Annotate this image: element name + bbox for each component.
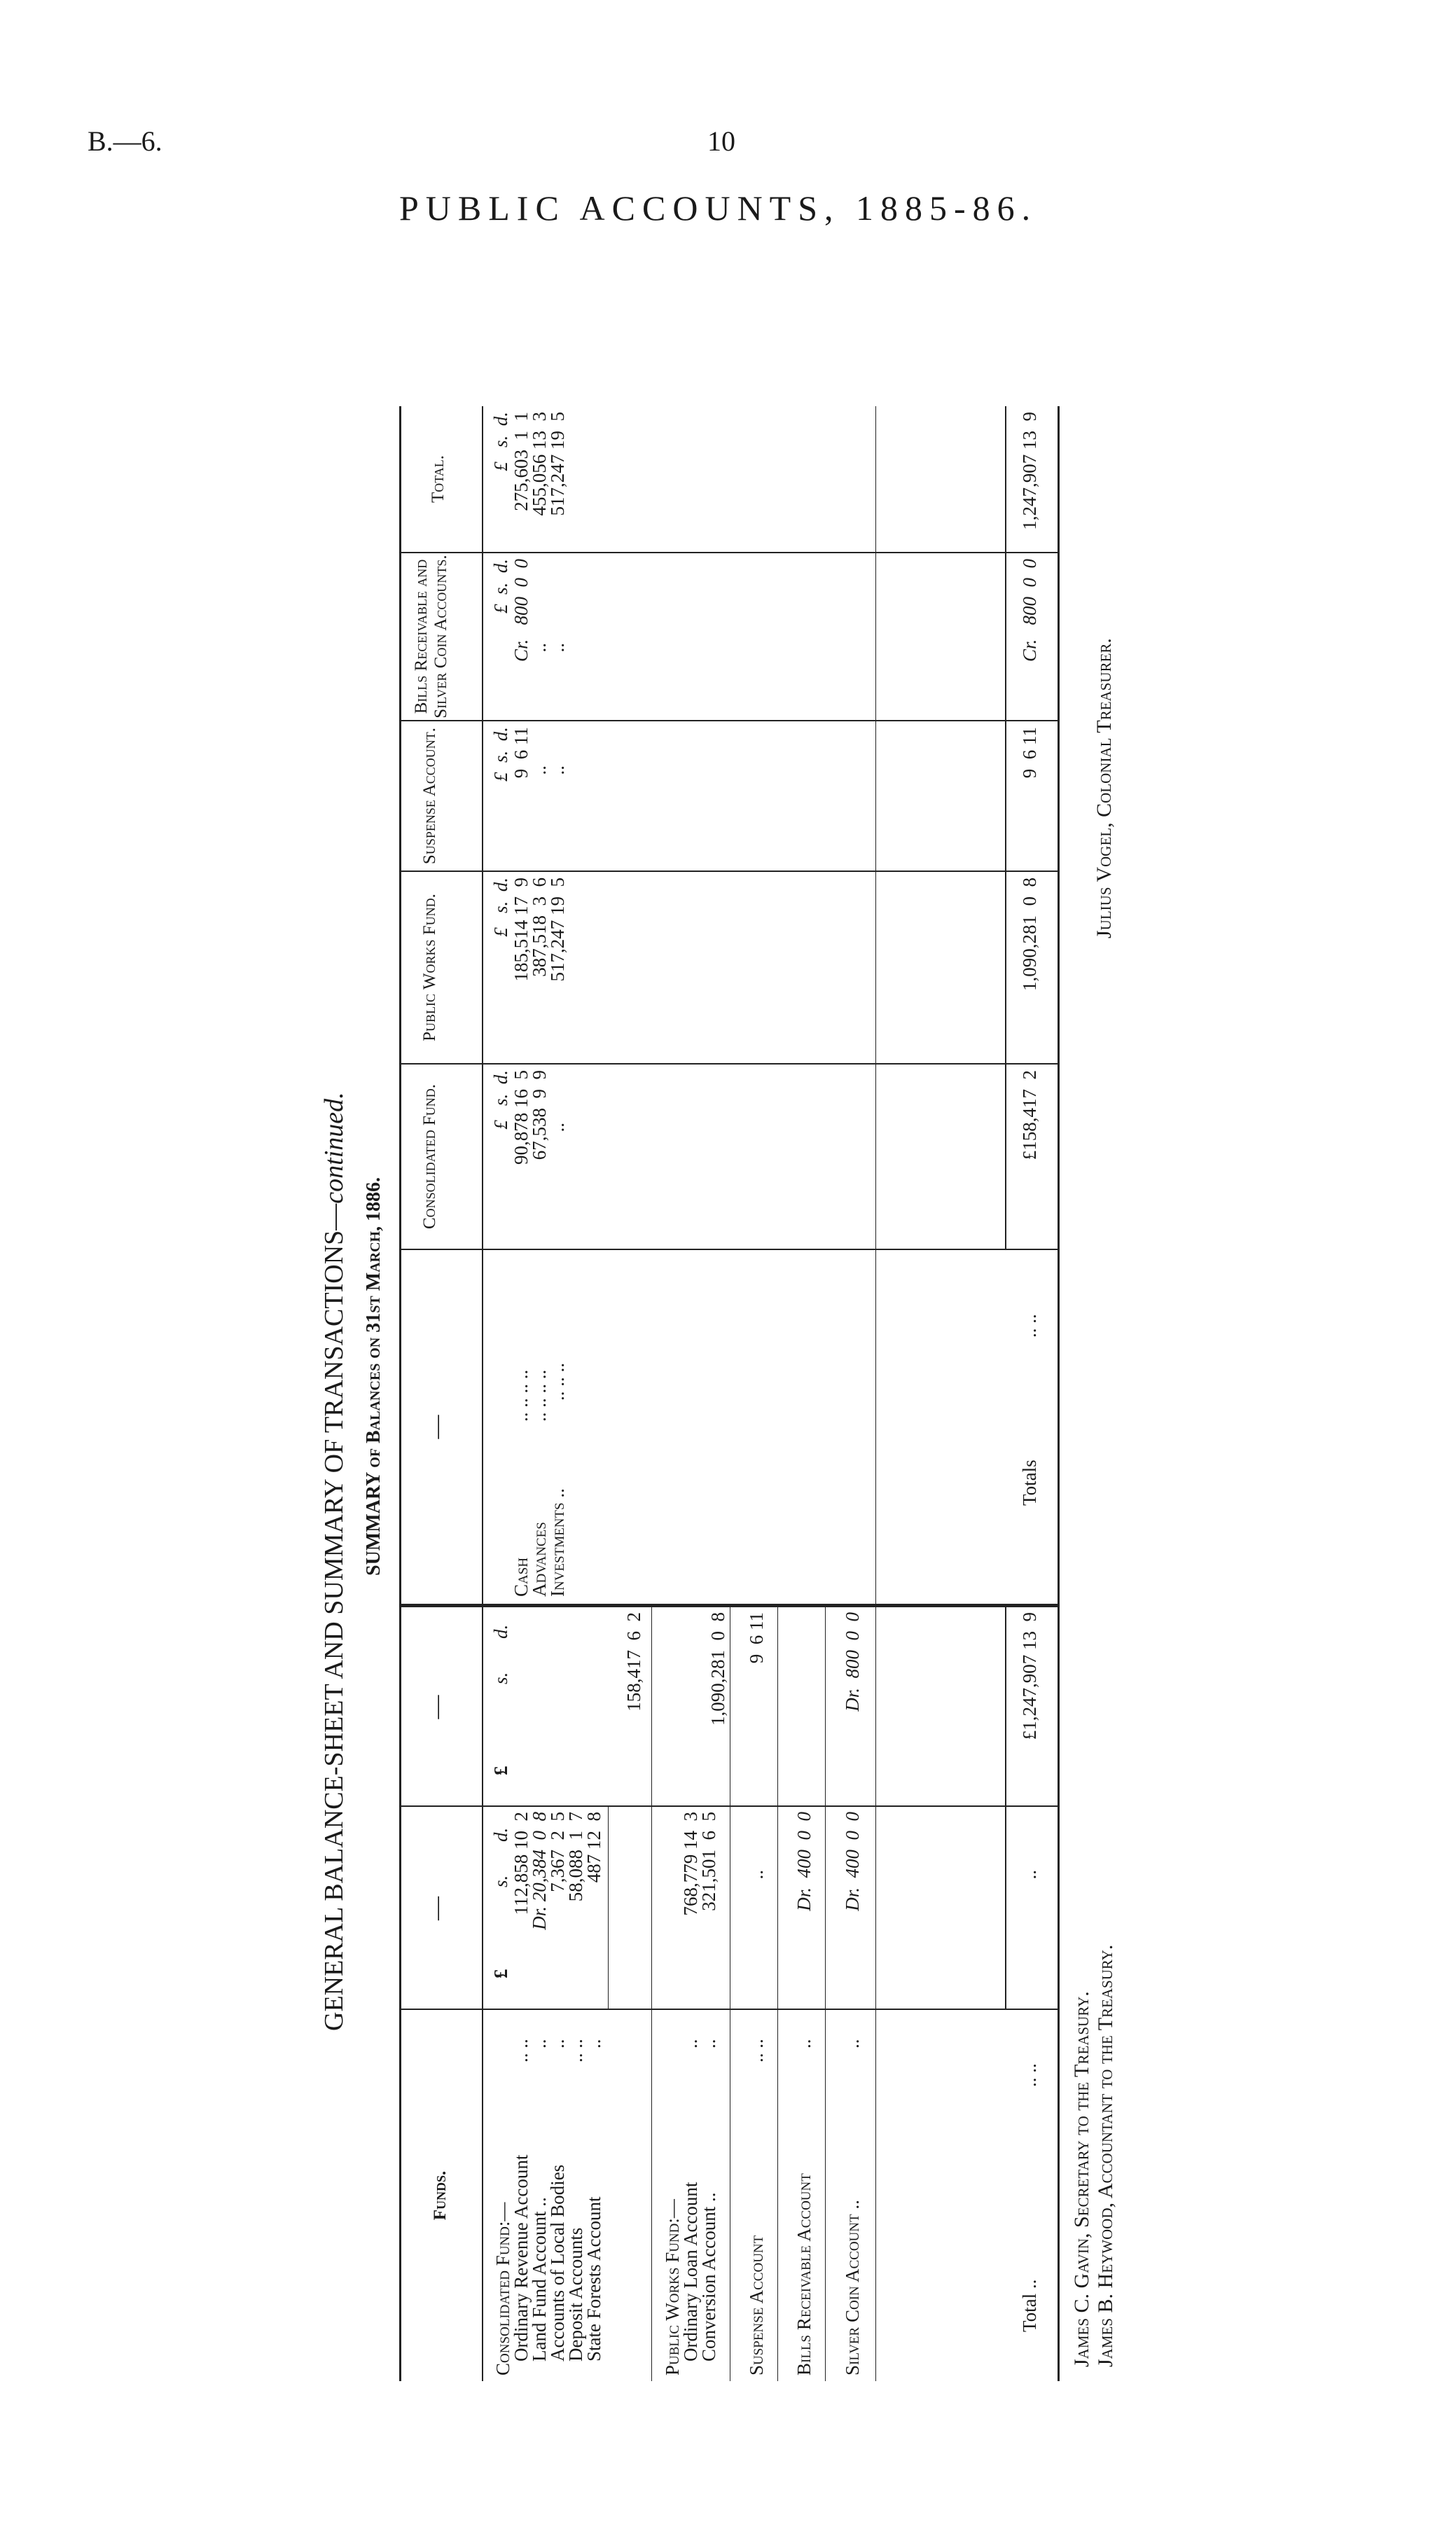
- document-code: B.—6.: [88, 125, 162, 157]
- col2-unit-s: s.: [490, 1672, 511, 1684]
- col-rule: [399, 1805, 1059, 1807]
- col-rule-heavy: [399, 1604, 1059, 1607]
- advances-consolidated: 67,538 9 9: [529, 1070, 550, 1160]
- ordinary-loan-label: Ordinary Loan Account: [680, 2182, 701, 2362]
- col1-unit-pound: £: [490, 1969, 511, 1978]
- col-rule: [399, 871, 1059, 872]
- totals-rule-left: [1005, 1607, 1006, 2010]
- cash-public-works: 185,514 17 9: [511, 878, 532, 982]
- totals-consolidated: £158,417 2: [1019, 1070, 1040, 1160]
- investments-suspense: ..: [547, 765, 568, 775]
- suspense-dots: .. ..: [746, 2039, 767, 2062]
- sheet-title: [319, 1092, 349, 2031]
- public-works-subtotal: 1,090,281 0 8: [707, 1612, 728, 1726]
- consolidated-heading: Consolidated Fund:—: [492, 2202, 513, 2376]
- table-bottom-rule: [1058, 406, 1060, 2381]
- suspense-col1: ..: [746, 1870, 767, 1880]
- col2-unit-pound: £: [490, 1766, 511, 1775]
- state-forests-label: State Forests Account: [583, 2196, 604, 2362]
- totals-total: 1,247,907 13 9: [1019, 412, 1040, 530]
- silver-coin-dots: ..: [842, 2039, 863, 2048]
- totals-bills-silver: Cr. 800 0 0: [1019, 559, 1040, 663]
- ordinary-loan-dots: ..: [680, 2039, 701, 2048]
- cash-suspense: 9 6 11: [511, 727, 532, 779]
- local-bodies-label: Accounts of Local Bodies: [547, 2164, 568, 2362]
- advances-dots: .. .. .. ..: [529, 1369, 550, 1422]
- investments-total: 517,247 19 5: [547, 412, 568, 516]
- sheet-title-continued: continued.: [319, 1092, 349, 1204]
- advances-label: Advances: [529, 1522, 550, 1597]
- col-rule: [399, 1063, 1059, 1065]
- silver-coin-col1: Dr. 400 0 0: [842, 1812, 863, 1911]
- local-bodies-dots: ..: [547, 2039, 568, 2048]
- advances-suspense: ..: [529, 765, 550, 775]
- bills-receivable-col1: Dr. 400 0 0: [793, 1812, 814, 1911]
- funds-header: Funds.: [431, 2170, 450, 2221]
- cash-bills-silver: Cr. 800 0 0: [511, 559, 532, 663]
- subtotal-rule: [608, 1807, 609, 2010]
- ordinary-revenue-label: Ordinary Revenue Account: [511, 2154, 532, 2362]
- advances-bills-silver: ..: [529, 643, 550, 653]
- conversion-amount: 321,501 6 5: [698, 1812, 719, 1911]
- left-total-col2: £1,247,907 13 9: [1019, 1612, 1040, 1740]
- state-forests-dots: ..: [583, 2039, 604, 2048]
- land-fund-amount: Dr. 20,384 0 8: [529, 1812, 550, 1930]
- col-rule: [399, 552, 1059, 553]
- left-total-col1: ..: [1019, 1870, 1040, 1880]
- silver-coin-label: Silver Coin Account ..: [842, 2200, 863, 2376]
- cash-dots: .. .. .. ..: [511, 1369, 532, 1422]
- header-rule: [482, 406, 483, 2381]
- totals-label: Totals: [1019, 1459, 1040, 1506]
- table-top-rule: [399, 406, 401, 2381]
- total-units: £ s. d.: [490, 412, 511, 471]
- col1-unit-d: d.: [490, 1827, 511, 1842]
- investments-dots: .. .. ..: [547, 1363, 568, 1401]
- sheet-subtitle: SUMMARY of Balances on 31st March, 1886.: [363, 1177, 384, 1576]
- col-rule: [399, 720, 1059, 721]
- left-total-dots: .. ..: [1019, 2063, 1040, 2087]
- signature-treasurer: Julius Vogel, Colonial Treasurer.: [1093, 638, 1116, 938]
- suspense-label: Suspense Account: [746, 2235, 767, 2376]
- sheet-title-text: GENERAL BALANCE-SHEET AND SUMMARY OF TRANSACTIONS—: [319, 1203, 349, 2031]
- col1-unit-s: s.: [490, 1875, 511, 1887]
- suspense-col2: 9 6 11: [746, 1612, 767, 1664]
- advances-total: 455,056 13 3: [529, 412, 550, 516]
- land-fund-dots: ..: [529, 2039, 550, 2048]
- public-works-units: £ s. d.: [490, 878, 511, 937]
- deposit-accounts-amount: 58,088 1 7: [565, 1812, 586, 1902]
- rotated-balance-sheet: [315, 280, 1128, 2381]
- col-rule: [399, 2009, 1059, 2010]
- state-forests-amount: 487 12 8: [583, 1812, 604, 1883]
- land-fund-label: Land Fund Account ..: [529, 2197, 550, 2362]
- local-bodies-amount: 7,367 2 5: [547, 1812, 568, 1892]
- cash-consolidated: 90,878 16 5: [511, 1070, 532, 1165]
- row-rule: [825, 1607, 826, 2381]
- row-rule: [875, 406, 876, 2381]
- public-works-heading: Public Works Fund:—: [662, 2199, 683, 2376]
- consolidated-units: £ s. d.: [490, 1070, 511, 1130]
- conversion-label: Conversion Account ..: [698, 2192, 719, 2362]
- investments-public-works: 517,247 19 5: [547, 878, 568, 982]
- totals-suspense: 9 6 11: [1019, 727, 1040, 779]
- investments-bills-silver: ..: [547, 643, 568, 653]
- silver-coin-col2: Dr. 800 0 0: [842, 1612, 863, 1712]
- ordinary-loan-amount: 768,779 14 3: [680, 1812, 701, 1916]
- signature-accountant: James B. Heywood, Accountant to the Treasury.: [1094, 1944, 1117, 2367]
- bills-silver-header: Bills Receivable and Silver Coin Accounts.: [412, 555, 450, 719]
- consolidated-header: Consolidated Fund.: [420, 1083, 439, 1230]
- cash-label: Cash: [511, 1557, 532, 1597]
- col1-header: —: [424, 1896, 450, 1920]
- deposit-accounts-label: Deposit Accounts: [565, 2227, 586, 2362]
- row-rule: [777, 1607, 778, 2381]
- totals-public-works: 1,090,281 0 8: [1019, 878, 1040, 991]
- public-works-header: Public Works Fund.: [420, 894, 439, 1041]
- investments-label: Investments ..: [547, 1488, 568, 1597]
- signature-secretary: James C. Gavin, Secretary to the Treasury.: [1070, 1991, 1093, 2367]
- deposit-accounts-dots: .. ..: [565, 2039, 586, 2062]
- advances-public-works: 387,518 3 6: [529, 878, 550, 977]
- left-total-label: Total ..: [1019, 2279, 1040, 2332]
- suspense-header: Suspense Account.: [420, 727, 439, 865]
- ordinary-revenue-amount: 112,858 10 2: [511, 1812, 532, 1915]
- totals-dots: .. ..: [1019, 1314, 1040, 1338]
- bills-receivable-dots: ..: [793, 2039, 814, 2048]
- bills-silver-units: £ s. d.: [490, 559, 511, 614]
- cash-total: 275,603 1 1: [511, 412, 532, 511]
- ordinary-revenue-dots: .. ..: [511, 2039, 532, 2062]
- consolidated-subtotal: 158,417 6 2: [623, 1612, 644, 1712]
- row-rule: [651, 1607, 652, 2381]
- col2-header: —: [424, 1695, 450, 1719]
- total-header: Total.: [429, 455, 448, 504]
- bills-receivable-label: Bills Receivable Account: [793, 2173, 814, 2376]
- page-number: 10: [707, 125, 735, 157]
- col-rule: [399, 1249, 1059, 1250]
- suspense-units: £ s. d.: [490, 727, 511, 782]
- investments-consolidated: ..: [547, 1123, 568, 1132]
- report-title: PUBLIC ACCOUNTS, 1885-86.: [399, 188, 1038, 228]
- totals-rule: [1005, 406, 1006, 1250]
- col2-unit-d: d.: [490, 1624, 511, 1639]
- conversion-dots: ..: [698, 2039, 719, 2048]
- desc-header: —: [424, 1415, 450, 1439]
